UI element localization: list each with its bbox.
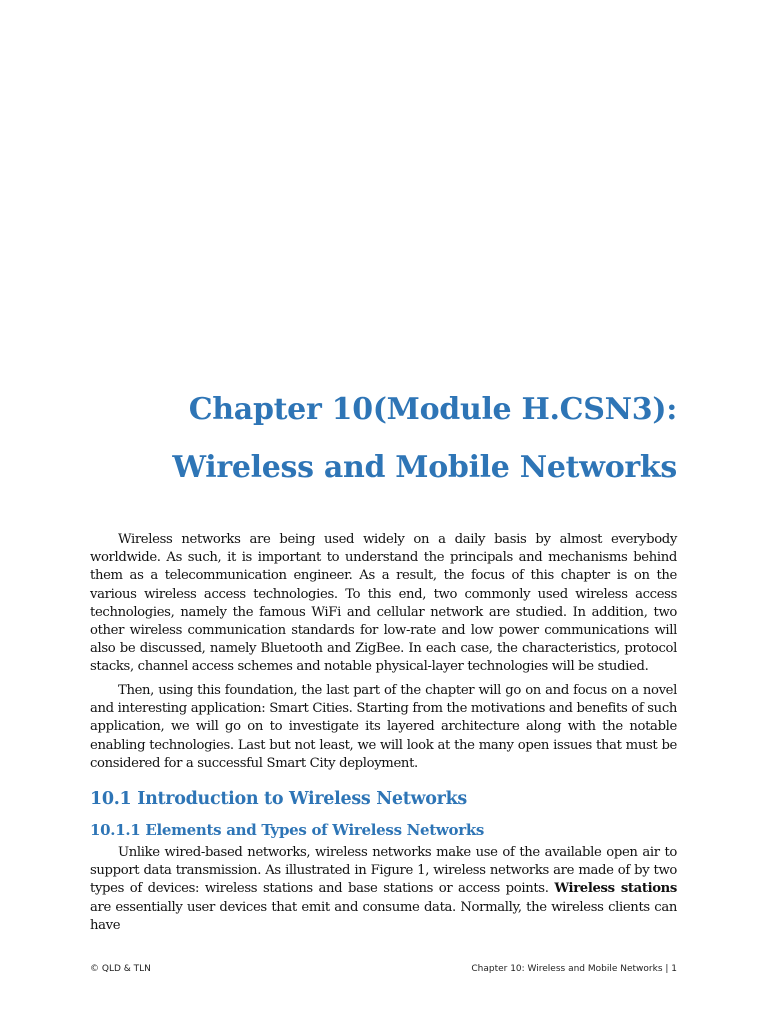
section-paragraph-end: are essentially user devices that emit and consume data. Normally, the wireless clients can have	[90, 899, 677, 933]
subsection-heading-10-1-1: 10.1.1 Elements and Types of Wireless Networks	[90, 821, 485, 839]
chapter-title-line1: Chapter 10(Module H.CSN3):	[188, 392, 677, 427]
footer-copyright: © QLD & TLN	[90, 964, 151, 974]
bold-term-wireless-stations: Wireless stations	[554, 881, 677, 897]
intro-paragraph-1	[90, 531, 677, 677]
section-paragraph-start: Unlike wired-based networks, wireless networks make use of the available open air to support data transmission. As illustrated in Figure 1, wireless networks are made of by two types of devices: wireless stations and base stations or access points.	[90, 845, 677, 897]
section-heading-10-1: 10.1 Introduction to Wireless Networks	[90, 789, 467, 809]
intro-paragraph-2	[90, 682, 677, 773]
section-paragraph	[90, 844, 677, 935]
footer-page-label: Chapter 10: Wireless and Mobile Networks | 1	[471, 964, 677, 974]
intro-paragraph-1-text: Wireless networks are being used widely on a daily basis by almost everybody worldwide. As such, it is important to understand the principals and mechanisms behind them as a telecommunication engineer. As a result, the focus of this chapter is on the various wireless access technologies. To this end, two commonly used wireless access technologies, namely the famous WiFi and cellular network are studied. In addition, two other wireless communication standards for low-rate and low power communications will also be discussed, namely Bluetooth and ZigBee. In each case, the characteristics, protocol stacks, channel access schemes and notable physical-layer technologies will be studied.	[90, 532, 677, 675]
intro-paragraph-2-text: Then, using this foundation, the last part of the chapter will go on and focus on a novel and interesting application: Smart Cities. Starting from the motivations and benefits of such application, we will go on to investigate its layered architecture along with the notable enabling technologies. Last but not least, we will look at the many open issues that must be considered for a successful Smart City deployment.	[90, 683, 677, 771]
chapter-title-line2: Wireless and Mobile Networks	[172, 450, 677, 485]
